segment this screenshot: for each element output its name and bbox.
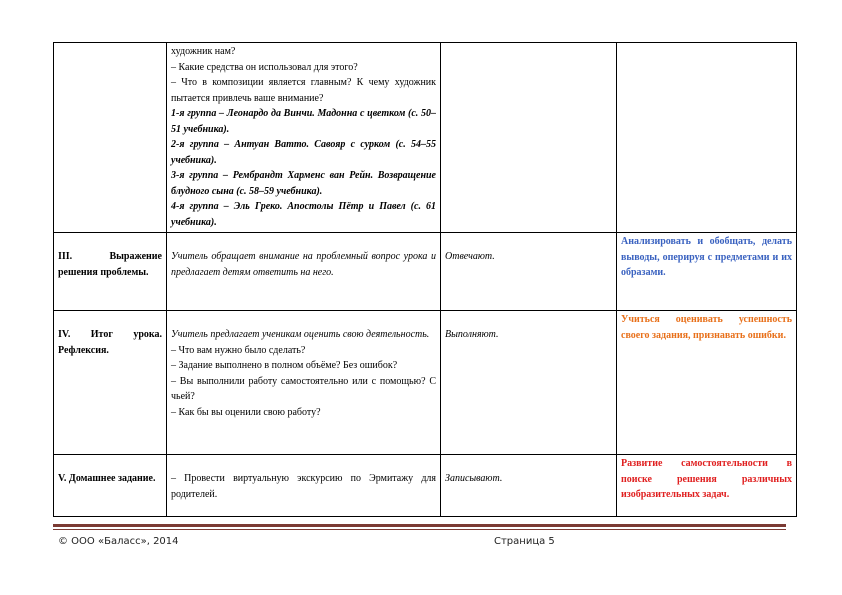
stage-cell: V. Домашнее задание. (54, 455, 167, 517)
table-row (54, 233, 797, 311)
teacher-line: – Что в композиции является главным? К чему художник пытается привлечь ваше внимание? (171, 77, 436, 104)
teacher-line: – Провести виртуальную экскурсию по Эрмитажу для родителей. (171, 473, 436, 500)
group-assignment: 1-я группа – Леонардо да Винчи. Мадонна с цветком (с. 50–51 учебника). (171, 108, 436, 135)
students-activity-cell (441, 43, 617, 233)
teacher-activity-cell (167, 43, 441, 233)
stage-cell: III. Выражение решения проблемы. (54, 233, 167, 311)
goal-cell: Развитие самостоятельности в поиске решения различных изобразительных задач. (617, 455, 797, 517)
teacher-line: – Как бы вы оценили свою работу? (171, 406, 321, 418)
goal-cell (617, 43, 797, 233)
goal-cell: Анализировать и обобщать, делать выводы, оперируя с предметами и их образами. (617, 233, 797, 311)
students-activity-cell: Записывают. (441, 455, 617, 517)
footer-divider (53, 524, 786, 527)
teacher-line: Учитель предлагает ученикам оценить свою деятельность. (171, 329, 430, 340)
goal-cell: Учиться оценивать успешность своего задания, признавать ошибки. (617, 311, 797, 455)
teacher-line: – Какие средства он использовал для этого? (171, 61, 358, 73)
table-row (54, 455, 797, 517)
students-activity-cell: Отвечают. (441, 233, 617, 311)
teacher-line: – Задание выполнено в полном объёме? Без ошибок? (171, 360, 398, 371)
teacher-line: художник нам? (171, 46, 236, 57)
group-assignment: 3-я группа – Рембрандт Харменс ван Рейн. Возвращение блудного сына (с. 58–59 учебника). (171, 170, 436, 197)
students-activity-cell: Выполняют. (441, 311, 617, 455)
table-row (54, 311, 797, 455)
group-assignment: 2-я группа – Антуан Ватто. Савояр с сурком (с. 54–55 учебника). (171, 139, 436, 166)
group-assignment: 4-я группа – Эль Греко. Апостолы Пётр и Павел (с. 61 учебника). (171, 201, 436, 228)
teacher-line: – Вы выполнили работу самостоятельно или с помощью? С чьей? (171, 375, 436, 402)
stage-cell (54, 43, 167, 233)
teacher-activity-cell (167, 455, 441, 517)
teacher-activity-cell (167, 311, 441, 455)
table-row (54, 43, 797, 233)
teacher-activity-cell (167, 233, 441, 311)
stage-cell: IV. Итог урока. Рефлексия. (54, 311, 167, 455)
copyright-text: © ООО «Баласс», 2014 (58, 536, 179, 547)
page-number: Страница 5 (494, 536, 555, 547)
footer-divider-thin (53, 529, 786, 530)
teacher-line: – Что вам нужно было сделать? (171, 344, 306, 356)
lesson-plan-table (53, 42, 797, 517)
teacher-line: Учитель обращает внимание на проблемный вопрос урока и предлагает детям ответить на него. (171, 251, 436, 278)
